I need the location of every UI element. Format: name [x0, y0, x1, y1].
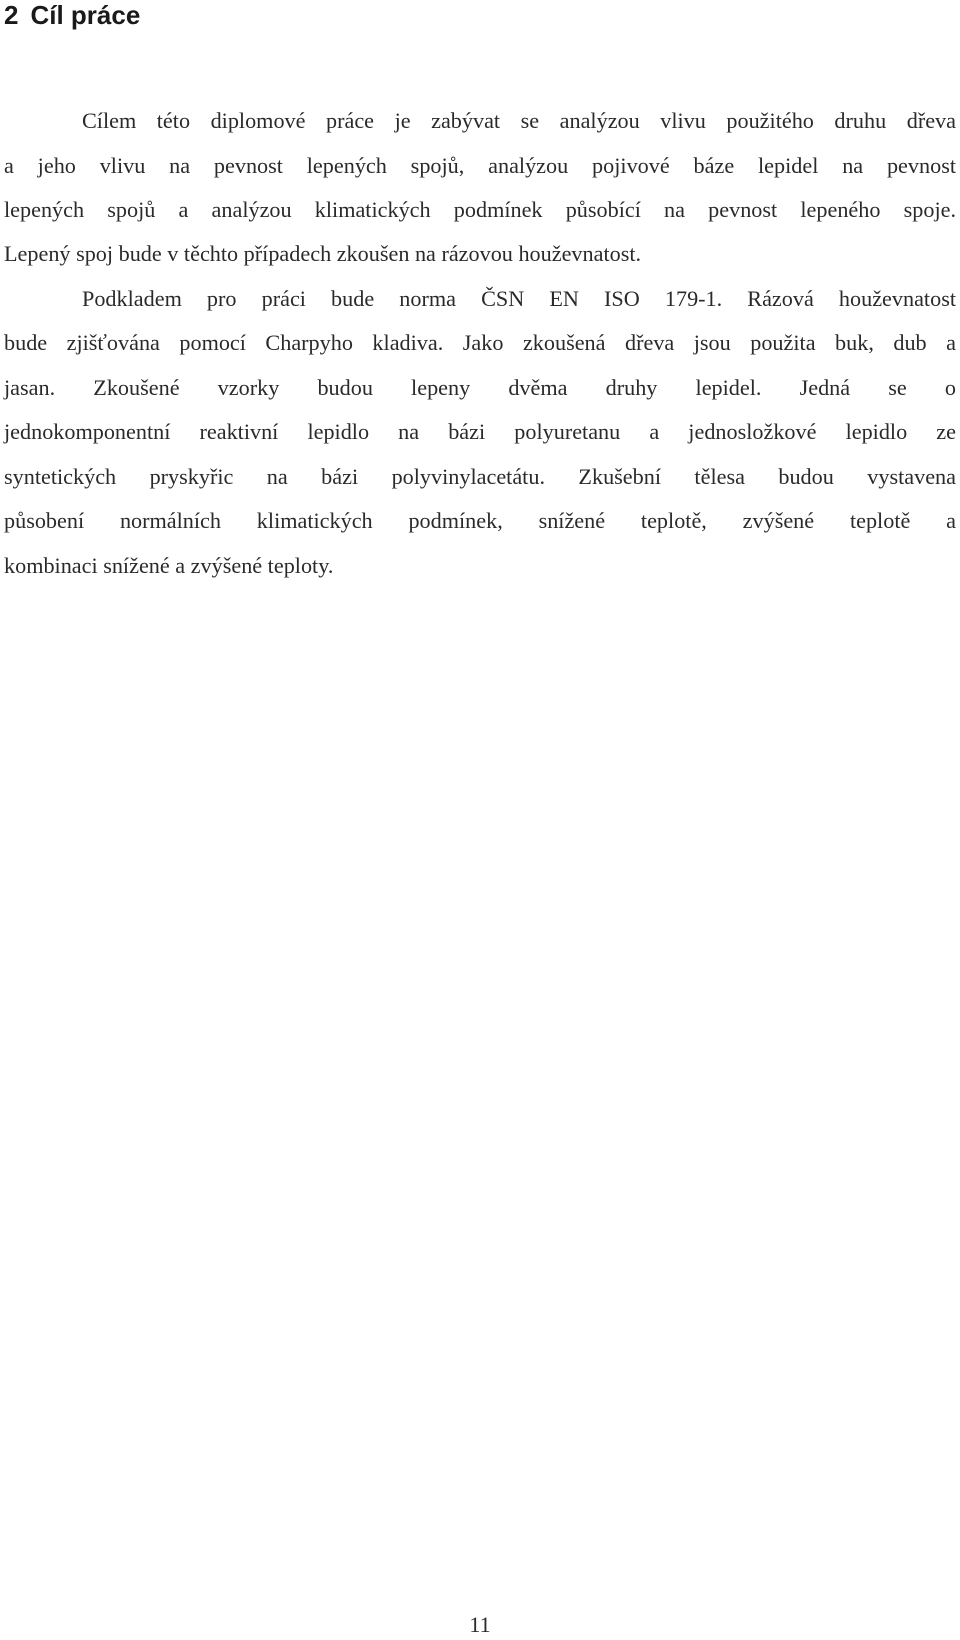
section-heading — [4, 0, 140, 30]
paragraph-2-line-4: jednokomponentní reaktivní lepidlo na bázi polyuretanu a jednosložkové lepidlo ze — [4, 419, 956, 444]
section-number: 2 — [4, 0, 19, 30]
paragraph-1-line-2: a jeho vlivu na pevnost lepených spojů, analýzou pojivové báze lepidel na pevnost — [4, 153, 956, 178]
paragraph-2-line-3: jasan. Zkoušené vzorky budou lepeny dvěma druhy lepidel. Jedná se o — [4, 375, 956, 400]
paragraph-2-line-1: Podkladem pro práci bude norma ČSN EN ISO 179-1. Rázová houževnatost — [82, 286, 956, 311]
paragraph-2-line-2: bude zjišťována pomocí Charpyho kladiva. Jako zkoušená dřeva jsou použita buk, dub a — [4, 330, 956, 355]
paragraph-1-line-3: lepených spojů a analýzou klimatických podmínek působící na pevnost lepeného spoje. — [4, 197, 956, 222]
page-number: 11 — [469, 1612, 491, 1637]
paragraph-1-line-1: Cílem této diplomové práce je zabývat se analýzou vlivu použitého druhu dřeva — [82, 108, 956, 133]
paragraph-1-line-4: Lepený spoj bude v těchto případech zkoušen na rázovou houževnatost. — [4, 241, 642, 266]
paragraph-2-line-5: syntetických pryskyřic na bázi polyvinylacetátu. Zkušební tělesa budou vystavena — [4, 464, 956, 489]
section-title: Cíl práce — [30, 0, 141, 30]
paragraph-2-line-7: kombinaci snížené a zvýšené teploty. — [4, 553, 334, 578]
paragraph-2-line-6: působení normálních klimatických podmínek, snížené teplotě, zvýšené teplotě a — [4, 508, 956, 533]
